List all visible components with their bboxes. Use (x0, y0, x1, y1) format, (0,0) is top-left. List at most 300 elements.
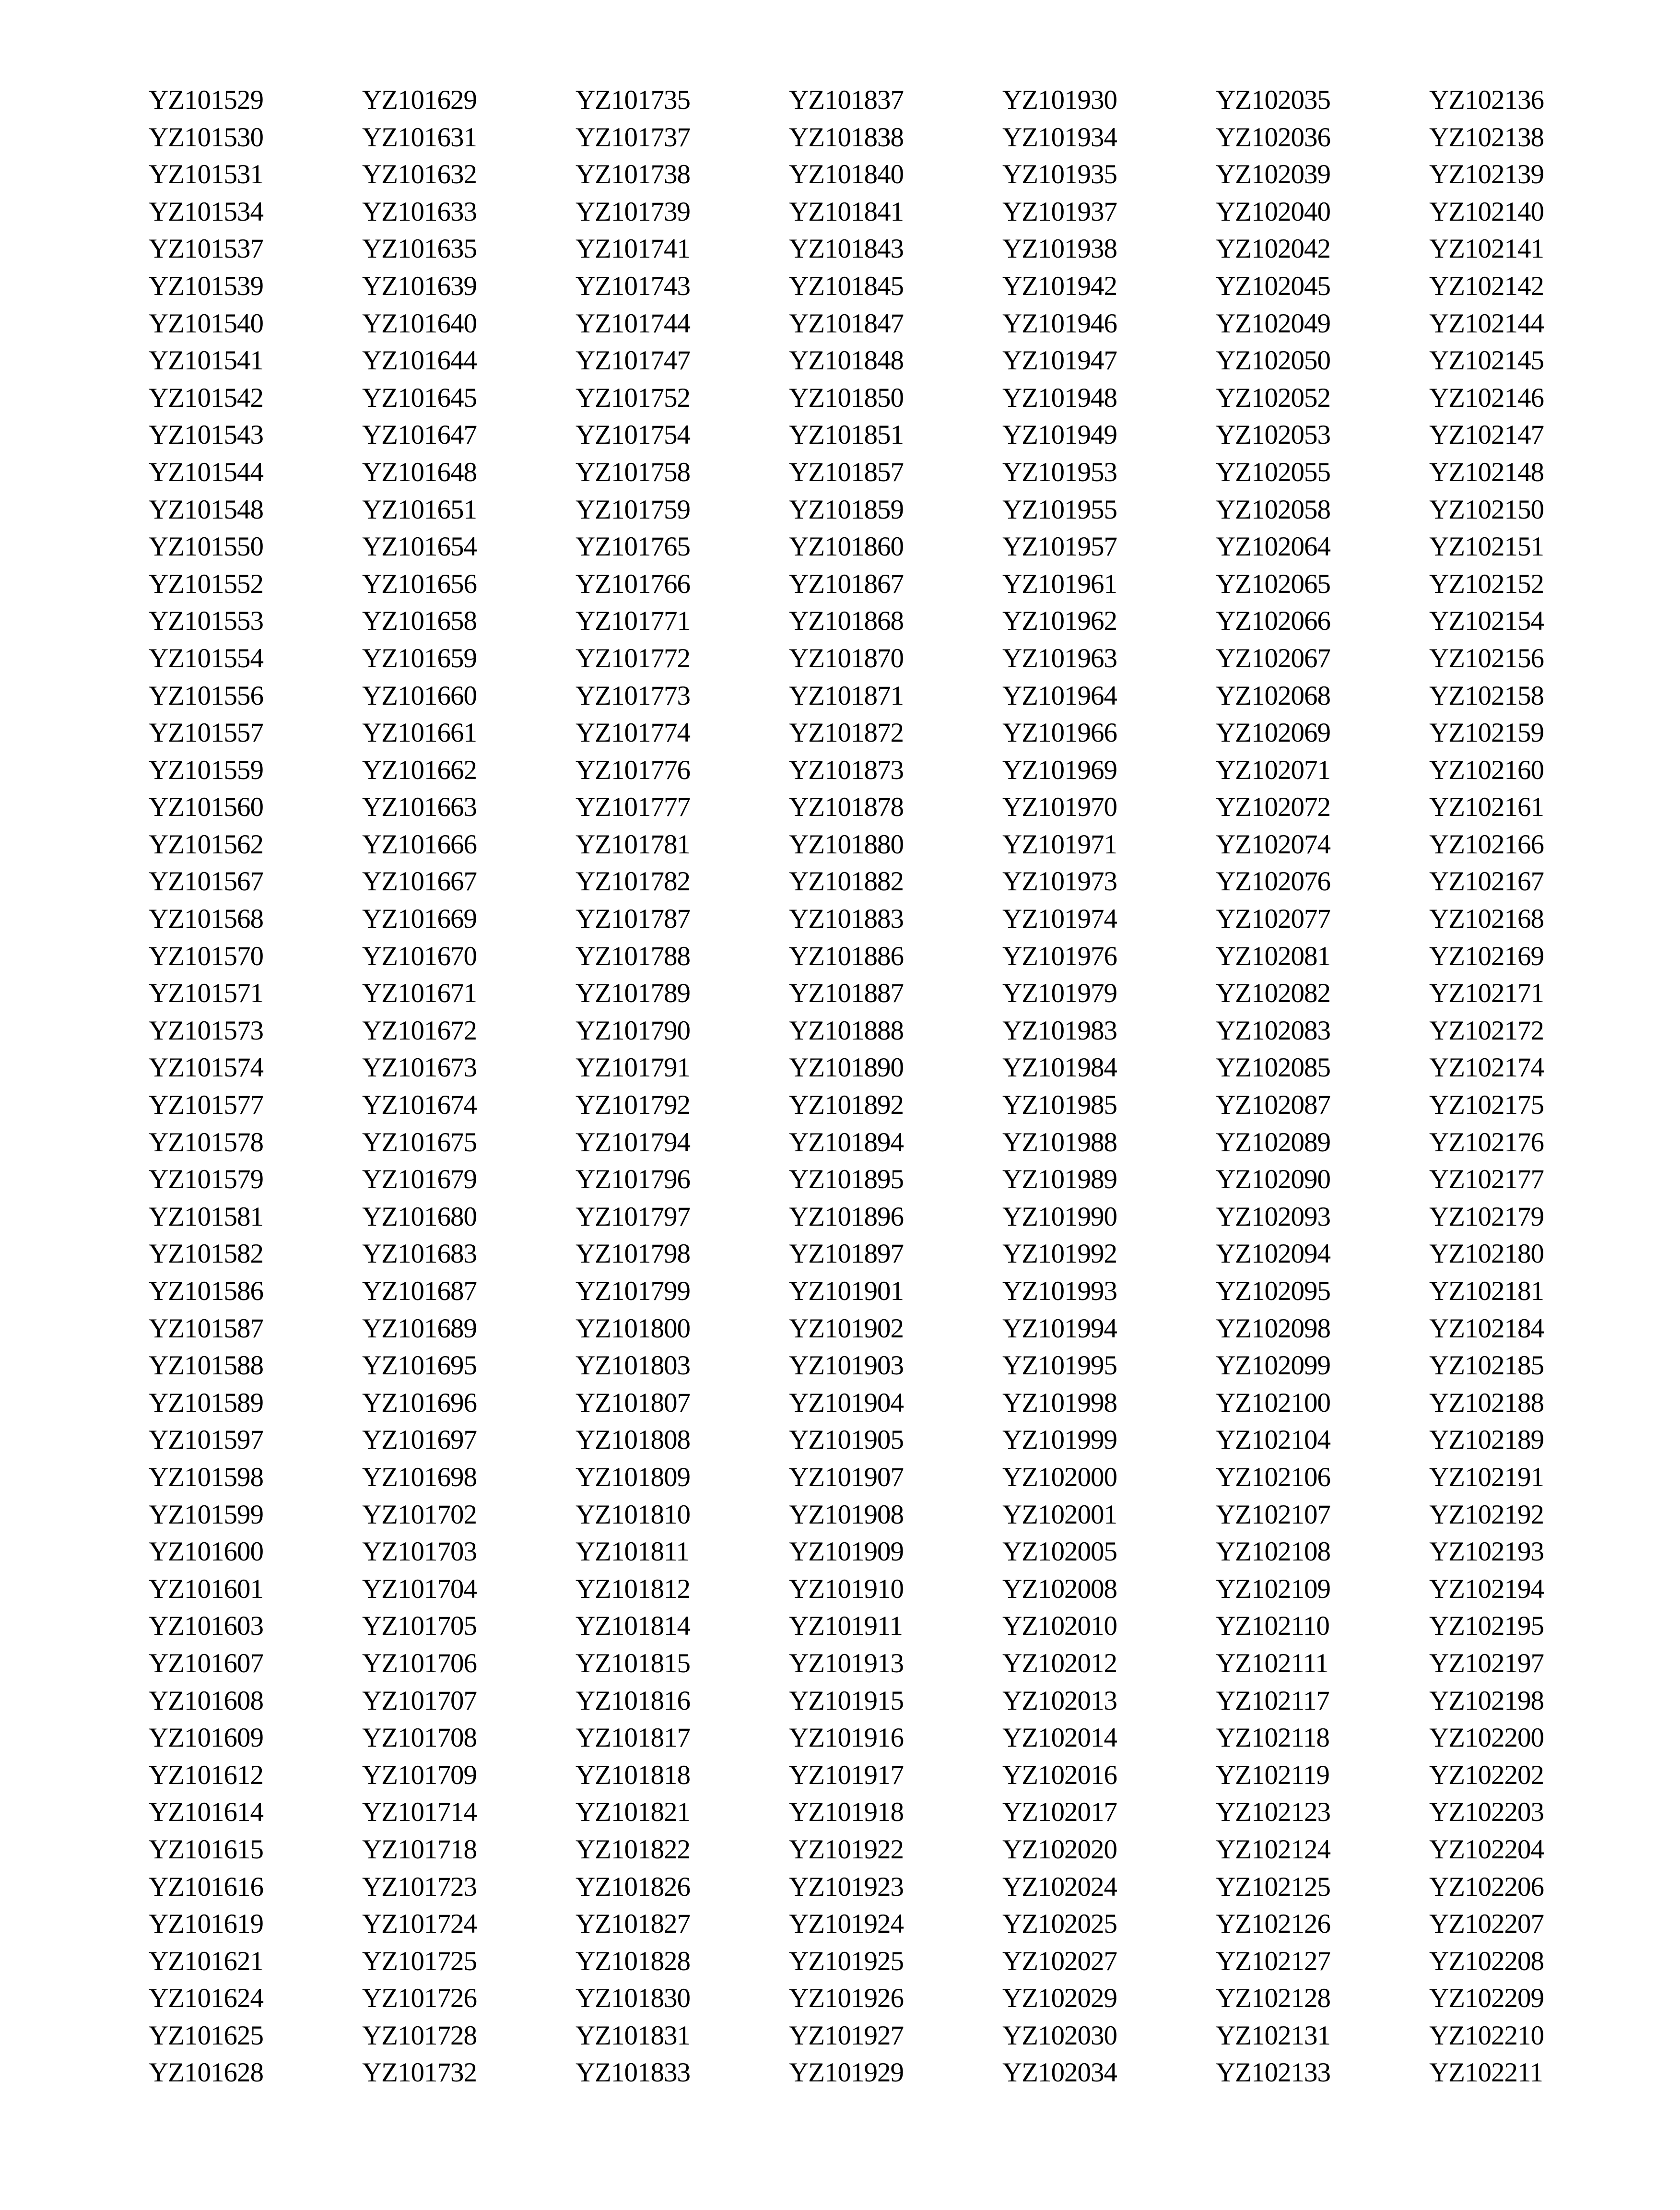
id-code: YZ102036 (1216, 122, 1330, 153)
id-code: YZ101850 (789, 382, 904, 413)
id-code: YZ102050 (1216, 345, 1330, 376)
id-code: YZ101798 (576, 1239, 690, 1269)
id-code: YZ102197 (1429, 1648, 1544, 1678)
id-code: YZ101907 (789, 1462, 904, 1492)
id-code: YZ101910 (789, 1573, 904, 1604)
id-code: YZ102177 (1429, 1164, 1544, 1195)
id-code: YZ102010 (1002, 1611, 1117, 1642)
id-code: YZ101800 (576, 1313, 690, 1344)
id-code: YZ101794 (576, 1127, 690, 1158)
id-code: YZ102210 (1429, 2020, 1544, 2051)
id-code: YZ101629 (362, 85, 477, 115)
id-code: YZ101667 (362, 866, 477, 897)
id-code: YZ102008 (1002, 1573, 1117, 1604)
id-code: YZ101995 (1002, 1350, 1117, 1381)
id-code: YZ101803 (576, 1350, 690, 1381)
id-code: YZ102123 (1216, 1797, 1330, 1828)
id-code: YZ101698 (362, 1462, 477, 1492)
id-code: YZ101909 (789, 1536, 904, 1567)
id-code: YZ101714 (362, 1797, 477, 1828)
id-code: YZ102029 (1002, 1983, 1117, 2014)
id-code: YZ101598 (149, 1462, 263, 1492)
id-code: YZ101703 (362, 1536, 477, 1567)
id-code: YZ102211 (1429, 2057, 1543, 2088)
id-code: YZ101671 (362, 978, 477, 1009)
id-code: YZ101963 (1002, 643, 1117, 674)
id-code: YZ102136 (1429, 85, 1544, 115)
id-code: YZ101970 (1002, 792, 1117, 823)
id-code: YZ102055 (1216, 457, 1330, 487)
id-code: YZ101942 (1002, 271, 1117, 301)
id-code: YZ101577 (149, 1090, 263, 1121)
id-code: YZ101539 (149, 271, 263, 301)
id-code: YZ101789 (576, 978, 690, 1009)
id-code: YZ102042 (1216, 234, 1330, 264)
id-code: YZ102185 (1429, 1350, 1544, 1381)
id-code: YZ102154 (1429, 606, 1544, 637)
id-code: YZ102107 (1216, 1499, 1330, 1530)
id-code: YZ102145 (1429, 345, 1544, 376)
id-code: YZ102085 (1216, 1052, 1330, 1083)
id-code: YZ101807 (576, 1387, 690, 1418)
id-code-grid (149, 82, 1643, 2092)
id-code: YZ102098 (1216, 1313, 1330, 1344)
id-code: YZ101994 (1002, 1313, 1117, 1344)
id-code: YZ101983 (1002, 1015, 1117, 1046)
id-code: YZ101973 (1002, 866, 1117, 897)
id-code: YZ102179 (1429, 1201, 1544, 1232)
id-code: YZ101859 (789, 494, 904, 525)
id-code: YZ101962 (1002, 606, 1117, 637)
id-code: YZ101792 (576, 1090, 690, 1121)
id-code: YZ102034 (1002, 2057, 1117, 2088)
id-code: YZ102068 (1216, 680, 1330, 711)
id-code: YZ101904 (789, 1387, 904, 1418)
id-code: YZ101616 (149, 1871, 263, 1902)
id-code: YZ101553 (149, 606, 263, 637)
id-code: YZ101916 (789, 1723, 904, 1753)
id-code: YZ101619 (149, 1909, 263, 1939)
id-code: YZ102151 (1429, 532, 1544, 562)
id-code: YZ102174 (1429, 1052, 1544, 1083)
id-code: YZ101974 (1002, 904, 1117, 934)
id-code: YZ101706 (362, 1648, 477, 1678)
id-code: YZ101922 (789, 1834, 904, 1865)
id-code: YZ101992 (1002, 1239, 1117, 1269)
id-code: YZ102160 (1429, 755, 1544, 785)
id-code: YZ101666 (362, 829, 477, 860)
id-code: YZ102166 (1429, 829, 1544, 860)
id-code: YZ101848 (789, 345, 904, 376)
id-code: YZ102117 (1216, 1685, 1329, 1716)
id-code: YZ101908 (789, 1499, 904, 1530)
id-code: YZ101796 (576, 1164, 690, 1195)
id-code: YZ101574 (149, 1052, 263, 1083)
id-code: YZ101822 (576, 1834, 690, 1865)
id-code: YZ101810 (576, 1499, 690, 1530)
id-code: YZ101552 (149, 568, 263, 599)
id-code: YZ101917 (789, 1760, 904, 1790)
id-code: YZ102074 (1216, 829, 1330, 860)
id-code: YZ102159 (1429, 718, 1544, 748)
id-code: YZ101599 (149, 1499, 263, 1530)
id-code: YZ101990 (1002, 1201, 1117, 1232)
id-code: YZ102025 (1002, 1909, 1117, 1939)
id-column-5 (1002, 82, 1216, 2092)
id-code: YZ101697 (362, 1425, 477, 1455)
id-code: YZ101725 (362, 1946, 477, 1976)
id-code: YZ101689 (362, 1313, 477, 1344)
id-code: YZ102005 (1002, 1536, 1117, 1567)
id-code: YZ101976 (1002, 941, 1117, 971)
id-code: YZ102193 (1429, 1536, 1544, 1567)
id-code: YZ101597 (149, 1425, 263, 1455)
id-code: YZ101969 (1002, 755, 1117, 785)
id-code: YZ101913 (789, 1648, 904, 1678)
id-code: YZ101702 (362, 1499, 477, 1530)
id-code: YZ102161 (1429, 792, 1544, 823)
id-code: YZ101609 (149, 1723, 263, 1753)
id-code: YZ102014 (1002, 1723, 1117, 1753)
id-code: YZ101787 (576, 904, 690, 934)
id-code: YZ102040 (1216, 196, 1330, 227)
id-code: YZ102128 (1216, 1983, 1330, 2014)
id-code: YZ101603 (149, 1611, 263, 1642)
id-code: YZ101543 (149, 420, 263, 450)
id-code: YZ101568 (149, 904, 263, 934)
id-code: YZ102053 (1216, 420, 1330, 450)
id-code: YZ102045 (1216, 271, 1330, 301)
id-code: YZ101752 (576, 382, 690, 413)
id-code: YZ101632 (362, 159, 477, 190)
id-code: YZ102024 (1002, 1871, 1117, 1902)
id-code: YZ101860 (789, 532, 904, 562)
id-code: YZ102052 (1216, 382, 1330, 413)
id-code: YZ102108 (1216, 1536, 1330, 1567)
id-code: YZ101971 (1002, 829, 1117, 860)
id-code: YZ101544 (149, 457, 263, 487)
id-code: YZ101674 (362, 1090, 477, 1121)
id-code: YZ102202 (1429, 1760, 1544, 1790)
id-code: YZ101966 (1002, 718, 1117, 748)
id-code: YZ102203 (1429, 1797, 1544, 1828)
id-code: YZ102100 (1216, 1387, 1330, 1418)
id-code: YZ101915 (789, 1685, 904, 1716)
id-code: YZ101840 (789, 159, 904, 190)
id-code: YZ101570 (149, 941, 263, 971)
id-code: YZ101979 (1002, 978, 1117, 1009)
id-code: YZ101562 (149, 829, 263, 860)
id-code: YZ101993 (1002, 1276, 1117, 1306)
id-code: YZ102118 (1216, 1723, 1329, 1753)
id-code: YZ102065 (1216, 568, 1330, 599)
id-code: YZ101759 (576, 494, 690, 525)
id-code: YZ101741 (576, 234, 690, 264)
id-code: YZ101607 (149, 1648, 263, 1678)
id-code: YZ101588 (149, 1350, 263, 1381)
id-code: YZ102158 (1429, 680, 1544, 711)
id-code: YZ101815 (576, 1648, 690, 1678)
id-code: YZ101811 (576, 1536, 689, 1567)
id-code: YZ101615 (149, 1834, 263, 1865)
id-code: YZ101905 (789, 1425, 904, 1455)
id-code: YZ102110 (1216, 1611, 1329, 1642)
id-code: YZ101635 (362, 234, 477, 264)
id-code: YZ101659 (362, 643, 477, 674)
id-code: YZ101867 (789, 568, 904, 599)
id-code: YZ101814 (576, 1611, 690, 1642)
id-code: YZ101827 (576, 1909, 690, 1939)
id-code: YZ101894 (789, 1127, 904, 1158)
id-code: YZ101949 (1002, 420, 1117, 450)
id-code: YZ101772 (576, 643, 690, 674)
id-code: YZ101871 (789, 680, 904, 711)
id-code: YZ101640 (362, 308, 477, 339)
id-code: YZ101647 (362, 420, 477, 450)
id-code: YZ101728 (362, 2020, 477, 2051)
id-code: YZ101625 (149, 2020, 263, 2051)
id-code: YZ102139 (1429, 159, 1544, 190)
id-column-7 (1429, 82, 1643, 2092)
id-code: YZ102020 (1002, 1834, 1117, 1865)
id-code: YZ101895 (789, 1164, 904, 1195)
id-code: YZ101656 (362, 568, 477, 599)
id-code: YZ101747 (576, 345, 690, 376)
id-code: YZ101830 (576, 1983, 690, 2014)
id-code: YZ101601 (149, 1573, 263, 1604)
id-code: YZ101808 (576, 1425, 690, 1455)
id-code: YZ101964 (1002, 680, 1117, 711)
id-code: YZ101816 (576, 1685, 690, 1716)
id-code: YZ101826 (576, 1871, 690, 1902)
id-code: YZ101631 (362, 122, 477, 153)
id-code: YZ101531 (149, 159, 263, 190)
id-code: YZ101957 (1002, 532, 1117, 562)
id-code: YZ101541 (149, 345, 263, 376)
id-code: YZ102175 (1429, 1090, 1544, 1121)
id-code: YZ102012 (1002, 1648, 1117, 1678)
id-code: YZ101902 (789, 1313, 904, 1344)
id-code: YZ101791 (576, 1052, 690, 1083)
id-code: YZ102172 (1429, 1015, 1544, 1046)
id-column-3 (576, 82, 789, 2092)
id-code: YZ102094 (1216, 1239, 1330, 1269)
id-code: YZ102087 (1216, 1090, 1330, 1121)
id-code: YZ101573 (149, 1015, 263, 1046)
id-code: YZ101809 (576, 1462, 690, 1492)
id-code: YZ101781 (576, 829, 690, 860)
id-code: YZ101878 (789, 792, 904, 823)
id-code: YZ101873 (789, 755, 904, 785)
id-code: YZ101695 (362, 1350, 477, 1381)
id-code: YZ101911 (789, 1611, 903, 1642)
id-code: YZ101661 (362, 718, 477, 748)
id-code: YZ101648 (362, 457, 477, 487)
id-code: YZ101737 (576, 122, 690, 153)
id-code: YZ101918 (789, 1797, 904, 1828)
id-code: YZ101851 (789, 420, 904, 450)
id-code: YZ101837 (789, 85, 904, 115)
id-code: YZ101557 (149, 718, 263, 748)
id-code: YZ101838 (789, 122, 904, 153)
id-code: YZ101608 (149, 1685, 263, 1716)
id-code: YZ102081 (1216, 941, 1330, 971)
id-code: YZ101621 (149, 1946, 263, 1976)
id-code: YZ102204 (1429, 1834, 1544, 1865)
id-code: YZ102077 (1216, 904, 1330, 934)
id-code: YZ101743 (576, 271, 690, 301)
id-code: YZ102180 (1429, 1239, 1544, 1269)
id-code: YZ102131 (1216, 2020, 1330, 2051)
id-code: YZ102016 (1002, 1760, 1117, 1790)
id-code: YZ101758 (576, 457, 690, 487)
id-code: YZ102049 (1216, 308, 1330, 339)
id-code: YZ102030 (1002, 2020, 1117, 2051)
id-code: YZ101870 (789, 643, 904, 674)
id-code: YZ102168 (1429, 904, 1544, 934)
id-code: YZ102133 (1216, 2057, 1330, 2088)
id-code: YZ101774 (576, 718, 690, 748)
id-code: YZ101586 (149, 1276, 263, 1306)
id-code: YZ101696 (362, 1387, 477, 1418)
id-code: YZ102191 (1429, 1462, 1544, 1492)
id-code: YZ101953 (1002, 457, 1117, 487)
id-code: YZ102069 (1216, 718, 1330, 748)
id-code: YZ101559 (149, 755, 263, 785)
id-code: YZ101984 (1002, 1052, 1117, 1083)
id-code: YZ102124 (1216, 1834, 1330, 1865)
id-code: YZ101998 (1002, 1387, 1117, 1418)
id-code: YZ101589 (149, 1387, 263, 1418)
id-column-6 (1216, 82, 1429, 2092)
id-code: YZ101704 (362, 1573, 477, 1604)
id-code: YZ102206 (1429, 1871, 1544, 1902)
id-code: YZ101628 (149, 2057, 263, 2088)
id-code: YZ101724 (362, 1909, 477, 1939)
id-code: YZ101821 (576, 1797, 690, 1828)
id-code: YZ101901 (789, 1276, 904, 1306)
id-code: YZ101567 (149, 866, 263, 897)
id-code: YZ101924 (789, 1909, 904, 1939)
id-code: YZ101790 (576, 1015, 690, 1046)
id-code: YZ101670 (362, 941, 477, 971)
id-code: YZ101771 (576, 606, 690, 637)
id-code: YZ101744 (576, 308, 690, 339)
id-code: YZ102138 (1429, 122, 1544, 153)
id-code: YZ101777 (576, 792, 690, 823)
id-code: YZ102064 (1216, 532, 1330, 562)
id-code: YZ102126 (1216, 1909, 1330, 1939)
id-code: YZ101937 (1002, 196, 1117, 227)
id-code: YZ102200 (1429, 1723, 1544, 1753)
id-code: YZ102000 (1002, 1462, 1117, 1492)
id-code: YZ101896 (789, 1201, 904, 1232)
id-code: YZ101672 (362, 1015, 477, 1046)
id-code: YZ101683 (362, 1239, 477, 1269)
id-code: YZ101812 (576, 1573, 690, 1604)
id-code: YZ101530 (149, 122, 263, 153)
id-code: YZ102013 (1002, 1685, 1117, 1716)
id-code: YZ101738 (576, 159, 690, 190)
id-code: YZ102090 (1216, 1164, 1330, 1195)
id-code: YZ102147 (1429, 420, 1544, 450)
id-code: YZ101624 (149, 1983, 263, 2014)
id-code: YZ101788 (576, 941, 690, 971)
id-code: YZ101782 (576, 866, 690, 897)
id-code: YZ102189 (1429, 1425, 1544, 1455)
id-code: YZ102152 (1429, 568, 1544, 599)
id-code: YZ102192 (1429, 1499, 1544, 1530)
id-code: YZ102194 (1429, 1573, 1544, 1604)
id-code: YZ101947 (1002, 345, 1117, 376)
id-code: YZ101673 (362, 1052, 477, 1083)
id-code: YZ101886 (789, 941, 904, 971)
id-code: YZ101660 (362, 680, 477, 711)
id-code: YZ101776 (576, 755, 690, 785)
id-code: YZ101614 (149, 1797, 263, 1828)
id-code: YZ102156 (1429, 643, 1544, 674)
id-code: YZ101639 (362, 271, 477, 301)
id-code: YZ101662 (362, 755, 477, 785)
id-code: YZ101888 (789, 1015, 904, 1046)
id-code: YZ102072 (1216, 792, 1330, 823)
id-code: YZ101705 (362, 1611, 477, 1642)
id-code: YZ102144 (1429, 308, 1544, 339)
id-code: YZ101845 (789, 271, 904, 301)
id-code: YZ101529 (149, 85, 263, 115)
id-code: YZ101735 (576, 85, 690, 115)
id-code: YZ102106 (1216, 1462, 1330, 1492)
id-code: YZ101534 (149, 196, 263, 227)
id-column-4 (789, 82, 1002, 2092)
id-code: YZ101707 (362, 1685, 477, 1716)
id-code: YZ101938 (1002, 234, 1117, 264)
id-code: YZ102082 (1216, 978, 1330, 1009)
id-code: YZ102017 (1002, 1797, 1117, 1828)
id-code: YZ102140 (1429, 196, 1544, 227)
id-code: YZ101880 (789, 829, 904, 860)
id-code: YZ101556 (149, 680, 263, 711)
id-code: YZ101765 (576, 532, 690, 562)
id-code: YZ101923 (789, 1871, 904, 1902)
id-code: YZ102067 (1216, 643, 1330, 674)
id-code: YZ101955 (1002, 494, 1117, 525)
id-code: YZ101663 (362, 792, 477, 823)
id-code: YZ102208 (1429, 1946, 1544, 1976)
id-code: YZ101831 (576, 2020, 690, 2051)
id-code: YZ101612 (149, 1760, 263, 1790)
id-code: YZ102039 (1216, 159, 1330, 190)
id-code: YZ101989 (1002, 1164, 1117, 1195)
id-code: YZ101797 (576, 1201, 690, 1232)
id-code: YZ101934 (1002, 122, 1117, 153)
id-code: YZ101680 (362, 1201, 477, 1232)
id-code: YZ102148 (1429, 457, 1544, 487)
id-code: YZ101633 (362, 196, 477, 227)
id-code: YZ102207 (1429, 1909, 1544, 1939)
id-code: YZ101841 (789, 196, 904, 227)
id-code: YZ101687 (362, 1276, 477, 1306)
id-code: YZ101669 (362, 904, 477, 934)
id-code: YZ101600 (149, 1536, 263, 1567)
id-code: YZ101554 (149, 643, 263, 674)
id-code: YZ102093 (1216, 1201, 1330, 1232)
id-code: YZ102111 (1216, 1648, 1328, 1678)
id-code: YZ102001 (1002, 1499, 1117, 1530)
id-code: YZ101578 (149, 1127, 263, 1158)
id-code: YZ102027 (1002, 1946, 1117, 1976)
id-code: YZ101799 (576, 1276, 690, 1306)
